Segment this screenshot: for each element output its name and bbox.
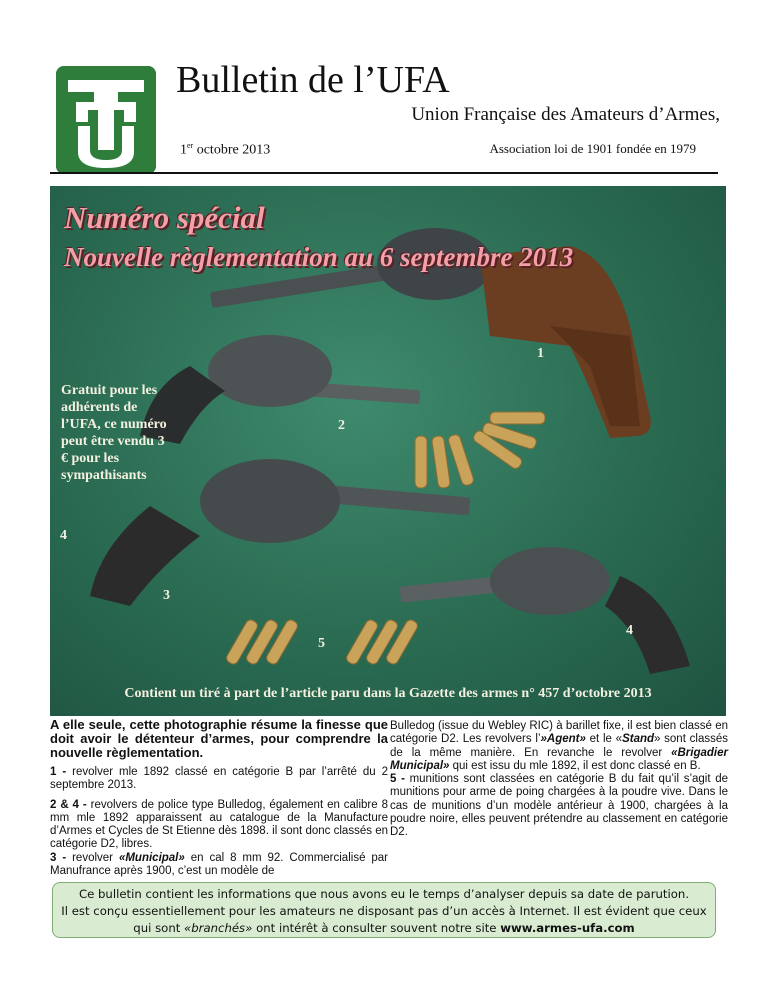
special-issue-heading: Numéro spécial <box>64 200 265 235</box>
issue-date <box>180 141 270 159</box>
notice-line-3: ont intérêt à consulter souvent notre site <box>252 921 501 935</box>
item-1-number: 1 - <box>50 766 67 778</box>
date-ordinal: er <box>187 141 194 150</box>
label-2: 2 <box>338 418 345 433</box>
notice-box <box>52 882 716 938</box>
notice-line-2: Il est conçu essentiellement pour les amateurs ne disposant pas d’un accès à Internet. Il est évident que ceux qui sont <box>61 904 707 935</box>
association-line: Association loi de 1901 fondée en 1979 <box>489 141 696 156</box>
regulation-heading: Nouvelle règlementation au 6 septembre 2013 <box>64 242 574 272</box>
article-lead: A elle seule, cette photographie résume la finesse que doit avoir le détenteur d’armes, pour comprendre la nouvelle règlementation. <box>50 717 388 760</box>
item-5-number: 5 - <box>390 773 405 786</box>
item-3-continued: Bulledog (issue du Webley RIC) à barillet fixe, il est bien classé en catégorie D2. Les revolvers l’»Agent» et le «Stand» sont classés de la même manière. En revanche le revolver «Brigadier Municipal» qui est issu du mle 1892, il est donc classé en B. 5 - munitions sont classées en catégorie B du fait qu’il s’agit de munitions pour arme de poing chargées à la poudre vive. Dans le cas de munitions d’un modèle antérieur à 1900, chargées à la poudre noire, elles peuvent prétendre au classement en catégorie D2. <box>390 720 729 839</box>
item-2-4-number: 2 & 4 - <box>50 798 87 811</box>
item-3-text-c: et le « <box>585 733 623 746</box>
item-3-number: 3 - <box>50 851 67 864</box>
item-1-text: revolver mle 1892 classé en catégorie B par l’arrêté du 2 septembre 2013. <box>50 766 388 792</box>
photo-caption: Contient un tiré à part de l’article paru dans la Gazette des armes n° 457 d’octobre 2013 <box>124 686 652 701</box>
label-5: 5 <box>318 636 325 651</box>
article-column-1 <box>50 718 388 884</box>
revolvers-photo <box>50 186 726 716</box>
stand-name: Stand <box>622 733 655 746</box>
ufa-logo-mark <box>56 66 156 174</box>
notice-line-1: Ce bulletin contient les informations que nous avons eu le temps d’analyser depuis sa date de parution. <box>78 887 690 901</box>
ufa-logo <box>56 66 156 174</box>
date-day: 1 <box>180 142 187 158</box>
label-3: 3 <box>163 588 170 603</box>
label-4-left: 4 <box>60 528 67 543</box>
branches-word: «branchés» <box>184 921 253 935</box>
bulletin-subtitle: Union Française des Amateurs d’Armes, <box>411 104 720 125</box>
header-divider <box>50 172 718 174</box>
item-3-text-d: » sont classés de la même manière. En revanche le revolver <box>390 733 728 759</box>
label-1: 1 <box>537 346 544 361</box>
item-1 <box>50 766 388 793</box>
label-4-right: 4 <box>626 623 633 638</box>
item-3-text-b-part1: en cal 8 mm 92. Commercialisé par Manufrance après 1900, c’est un modèle de <box>50 851 389 878</box>
website-link[interactable]: www.armes-ufa.com <box>500 921 635 935</box>
bulletin-title: Bulletin de l’UFA <box>176 59 450 101</box>
item-2-4 <box>50 799 388 879</box>
municipal-name: «Municipal» <box>118 851 185 864</box>
item-3-text-e: qui est issu du mle 1892, il est donc classé en B. <box>449 759 701 772</box>
item-2-4-text: revolvers de police type Bulledog, également en calibre 8 mm mle 1892 apparaissent au catalogue de la Manufacture d’Armes et Cycles de St Etienne dès 1898. il sont donc classés en catégorie D2, libres. <box>50 798 388 851</box>
article-column-2 <box>390 718 728 846</box>
item-3-text-a: revolver <box>66 851 119 864</box>
date-month-year: octobre 2013 <box>193 142 271 158</box>
revolver-3-shape <box>399 547 690 674</box>
item-5-text: munitions sont classées en catégorie B du fait qu’il s’agit de munitions pour arme de poing chargées à la poudre vive. Dans le cas de munitions d’un modèle antérieur à 1900, chargées à la poudre noire, elles peuvent prétendre au classement en catégorie D2. <box>390 773 729 839</box>
agent-name: »Agent» <box>540 733 586 746</box>
free-for-members-note: Gratuit pour les adhérents de l’UFA, ce numéro peut être vendu 3 € pour les sympathisants <box>61 383 167 483</box>
revolver-2-shape <box>140 335 420 444</box>
brigadier-name: «Brigadier Municipal» <box>390 746 728 772</box>
